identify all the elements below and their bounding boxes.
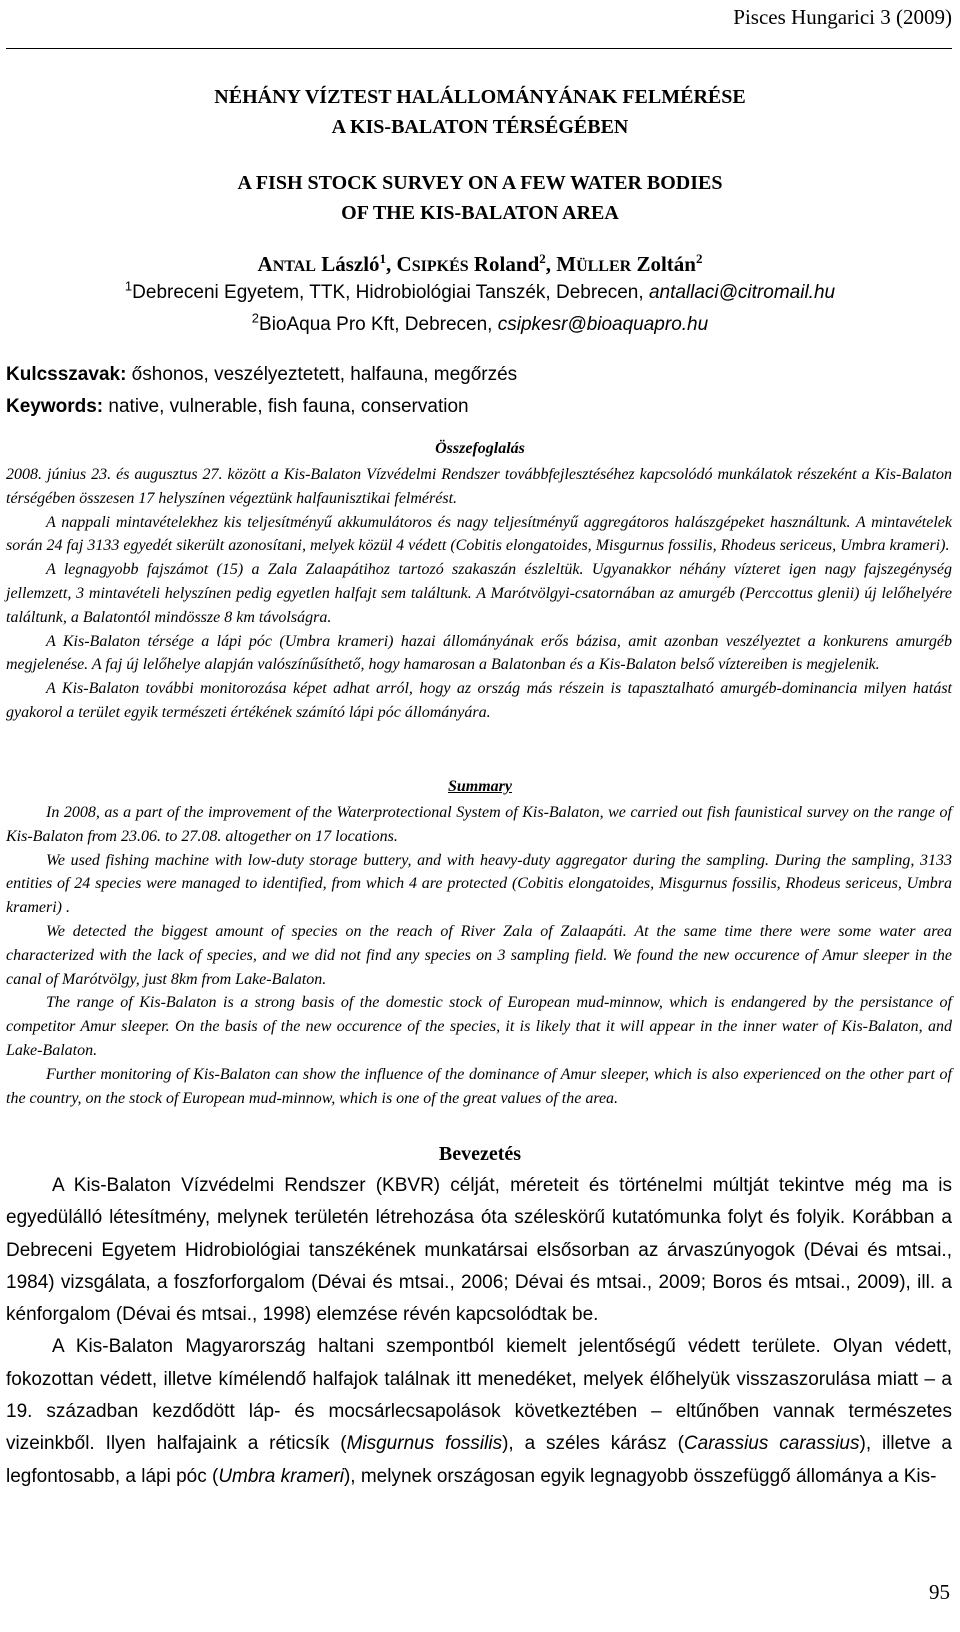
- title-en-line-1: A FISH STOCK SURVEY ON A FEW WATER BODIES: [237, 172, 723, 194]
- intro-paragraph-2: A Kis-Balaton Magyarország haltani szempontból kiemelt jelentőségű védett területe. Olyan védett, fokozottan védett, illetve kímélendő halfajok találnak itt menedéket, melyek élőhelyük visszaszorulása miatt – a 19. században kezdődött láp- és mocsárlecsapolások következtében – eltűnőben vannak természetes vizeinkből. Ilyen halfajaink a réticsík (Misgurnus fossilis), a széles kárász (Carassius carassius), illetve a legfontosabb, a lápi póc (Umbra krameri), melynek országosan egyik legnagyobb összefüggő állománya a Kis-: [6, 1336, 952, 1487]
- title-hu-line-1: NÉHÁNY VÍZTEST HALÁLLOMÁNYÁNAK FELMÉRÉSE: [214, 86, 746, 108]
- author-3: MÜLLER Zoltán$^2$: [556, 251, 703, 276]
- email-2[interactable]: csipkesr@bioaquapro.hu: [497, 314, 709, 335]
- summary-paragraph: The range of Kis-Balaton is a strong basis of the domestic stock of European mud-minnow, which is endangered by the persistance of competitor Amur sleeper. On the basis of the new occurence of the species, it is likely that it will appear in the inner water of Kis-Balaton, and Lake-Balaton.: [6, 994, 952, 1059]
- header-rule: [6, 48, 952, 49]
- affiliation-2: $^2$BioAqua Pro Kft, Debrecen, csipkesr@bioaquapro.hu: [251, 310, 709, 335]
- abstract-paragraph: 2008. június 23. és augusztus 27. között a Kis-Balaton Vízvédelmi Rendszer továbbfejlesztéséhez kapcsolódó munkálatok részeként a Kis-Balaton térségében összesen 17 helyszínen végeztünk halfaunisztikai felmérést.: [6, 466, 952, 507]
- summary-body: [6, 801, 952, 1110]
- page-number: 95: [929, 1580, 950, 1604]
- abstract-paragraph: A nappali mintavételekhez kis teljesítményű akkumulátoros és nagy teljesítményű aggregátoros halászgépeket használtunk. A mintavételek során 24 faj 3133 egyedét sikerült azonosítani, melyek közül 4 védett (Cobitis elongatoides, Misgurnus fossilis, Rhodeus sericeus, Umbra krameri).: [6, 513, 952, 555]
- keywords-hu-label: Kulcsszavak:: [6, 364, 127, 385]
- intro-heading: Bevezetés: [438, 1143, 522, 1165]
- affiliation-1: $^1$Debreceni Egyetem, TTK, Hidrobiológiai Tanszék, Debrecen, antallaci@citromail.hu: [124, 278, 836, 303]
- abstract-heading: Összefoglalás: [435, 440, 525, 457]
- abstract-paragraph: A legnagyobb fajszámot (15) a Zala Zalaapátihoz tartozó szakaszán észleltük. Ugyanakkor néhány vízteret igen nagy fajszegénység jellemzett, 3 mintavételi helyszínen pedig egyetlen halfajt sem találtunk. A Marótvölgyi-csatornában az amurgéb (Perccottus glenii) új lelőhelyére találtunk, a Balatontól mindössze 8 km távolságra.: [6, 561, 952, 626]
- abstract-paragraph: A Kis-Balaton további monitorozása képet adhat arról, hogy az ország más részein is tapasztalható amurgéb-dominancia milyen hatást gyakorol a terület egyik természeti értékének számító lápi póc állományára.: [6, 680, 952, 721]
- intro-paragraph-1: A Kis-Balaton Vízvédelmi Rendszer (KBVR) célját, méreteit és történelmi múltját tekintve még ma is egyedülálló létesítmény, melynek területén létrehozása óta széleskörű kutatómunka folyt és folyik. Korábban a Debreceni Egyetem Hidrobiológiai tanszékének munkatársai elsősorban az árvaszúnyogok (Dévai és mtsai., 1984) vizsgálata, a foszforforgalom (Dévai és mtsai., 2006; Dévai és mtsai., 2009; Boros és mtsai., 2009), ill. a kénforgalom (Dévai és mtsai., 1998) elemzése révén kapcsolódtak be.: [6, 1175, 952, 1326]
- keywords-en-label: Keywords:: [6, 396, 104, 417]
- keywords-hu: Kulcsszavak: őshonos, veszélyeztetett, halfauna, megőrzés: [6, 364, 518, 385]
- author-1: ANTAL László$^1$,: [257, 251, 397, 276]
- summary-paragraph: We used fishing machine with low-duty storage buttery, and with heavy-duty aggregator during the sampling. During the sampling, 3133 entities of 24 species were managed to identified, from which 4 are protected (Cobitis elongatoides, Misgurnus fossilis, Rhodeus sericeus, Umbra krameri) .: [6, 851, 952, 917]
- title-hu-line-2: A KIS-BALATON TÉRSÉGÉBEN: [331, 116, 629, 138]
- summary-heading: Summary: [447, 778, 512, 795]
- summary-paragraph: Further monitoring of Kis-Balaton can show the influence of the dominance of Amur sleeper, which is also experienced on the other part of the country, on the stock of European mud-minnow, which is one of the great values of the area.: [6, 1065, 952, 1107]
- abstract-paragraph: A Kis-Balaton térsége a lápi póc (Umbra krameri) hazai állományának erős bázisa, amit azonban veszélyeztet a konkurens amurgéb megjelenése. A faj új lelőhelye alapján valószínűsíthető, hogy hamarosan a Balatonban és a Kis-Balaton belső víztereiben is megjelenik.: [6, 632, 952, 674]
- author-2: CSIPKÉS Roland$^2$,: [396, 251, 557, 276]
- summary-paragraph: In 2008, as a part of the improvement of the Waterprotectional System of Kis-Balaton, we carried out fish faunistical survey on the range of Kis-Balaton from 23.06. to 27.08. altogether on 17 locations.: [6, 804, 952, 845]
- title-en-line-2: OF THE KIS-BALATON AREA: [341, 202, 619, 224]
- summary-paragraph: We detected the biggest amount of species on the reach of River Zala of Zalaapáti. At the same time there were some water area characterized with the lack of species, and we did not find any species on 3 sampling field. We found the new occurence of Amur sleeper in the canal of Marótvölgy, just 8km from Lake-Balaton.: [6, 922, 952, 988]
- abstract-body: [6, 463, 952, 725]
- author-list: [0, 252, 960, 277]
- keywords-en: Keywords: native, vulnerable, fish fauna, conservation: [6, 396, 469, 417]
- species-name: Umbra krameri: [218, 1465, 344, 1487]
- email-1[interactable]: antallaci@citromail.hu: [648, 282, 836, 303]
- intro-body: [6, 1170, 952, 1493]
- species-name: Misgurnus fossilis: [346, 1433, 503, 1455]
- journal-header: Pisces Hungarici 3 (2009): [733, 5, 952, 29]
- species-name: Carassius carassius: [683, 1433, 860, 1455]
